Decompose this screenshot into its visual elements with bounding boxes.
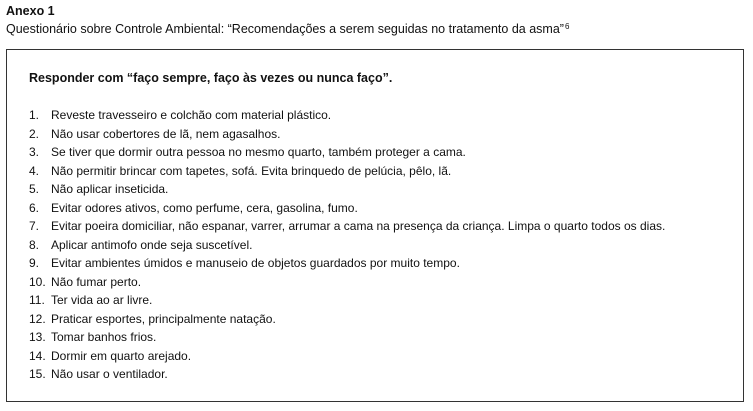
item-text: Aplicar antimofo onde seja suscetível. — [51, 237, 253, 252]
list-item — [29, 200, 665, 219]
list-item — [29, 274, 665, 293]
list-item — [29, 181, 665, 200]
item-number: 6. — [29, 200, 40, 215]
list-item — [29, 237, 665, 256]
item-number: 14. — [29, 348, 46, 363]
list-item — [29, 255, 665, 274]
item-text: Não usar o ventilador. — [51, 367, 168, 381]
item-text: Não fumar perto. — [51, 274, 142, 289]
item-text: Ter vida ao ar livre. — [51, 293, 153, 307]
annex-title: Anexo 1 — [6, 4, 55, 18]
list-item — [29, 366, 665, 385]
item-number: 1. — [29, 108, 40, 122]
instruction-text: Responder com “faço sempre, faço às vezes ou nunca faço”. — [29, 71, 393, 85]
reference-number: 6 — [564, 22, 570, 31]
list-item — [29, 348, 665, 367]
list-item — [29, 126, 665, 145]
item-text: Reveste travesseiro e colchão com material plástico. — [51, 108, 332, 122]
list-item — [29, 329, 665, 348]
questionnaire-box — [6, 49, 744, 402]
item-number: 15. — [29, 367, 46, 381]
item-text: Não aplicar inseticida. — [51, 182, 169, 196]
item-text: Dormir em quarto arejado. — [51, 348, 192, 363]
item-text: Não permitir brincar com tapetes, sofá. Evita brinquedo de pelúcia, pêlo, lã. — [51, 163, 452, 178]
item-text: Evitar odores ativos, como perfume, cera, gasolina, fumo. — [51, 200, 358, 215]
item-number: 9. — [29, 256, 40, 270]
item-number: 10. — [29, 274, 46, 289]
list-item — [29, 107, 665, 126]
item-number: 2. — [29, 126, 40, 141]
list-item — [29, 292, 665, 311]
item-text: Evitar ambientes úmidos e manuseio de objetos guardados por muito tempo. — [51, 256, 460, 270]
item-number: 7. — [29, 219, 40, 233]
item-number: 12. — [29, 311, 46, 326]
list-item — [29, 311, 665, 330]
item-number: 13. — [29, 330, 46, 344]
item-number: 4. — [29, 163, 40, 178]
subtitle-text: Questionário sobre Controle Ambiental: “Recomendações a serem seguidas no tratamento da asma” — [6, 22, 564, 36]
list-item — [29, 163, 665, 182]
item-text: Se tiver que dormir outra pessoa no mesmo quarto, também proteger a cama. — [51, 145, 466, 159]
item-number: 11. — [29, 293, 45, 307]
item-text: Tomar banhos frios. — [51, 330, 157, 344]
questionnaire-subtitle — [6, 21, 569, 37]
recommendation-list — [29, 107, 665, 385]
list-item — [29, 218, 665, 237]
item-number: 8. — [29, 237, 40, 252]
item-number: 5. — [29, 182, 40, 196]
item-text: Não usar cobertores de lã, nem agasalhos. — [51, 126, 281, 141]
list-item — [29, 144, 665, 163]
item-text: Praticar esportes, principalmente natação. — [51, 311, 276, 326]
item-text: Evitar poeira domiciliar, não espanar, varrer, arrumar a cama na presença da criança. Limpa o quarto todos os dias. — [51, 219, 666, 233]
item-number: 3. — [29, 145, 40, 159]
